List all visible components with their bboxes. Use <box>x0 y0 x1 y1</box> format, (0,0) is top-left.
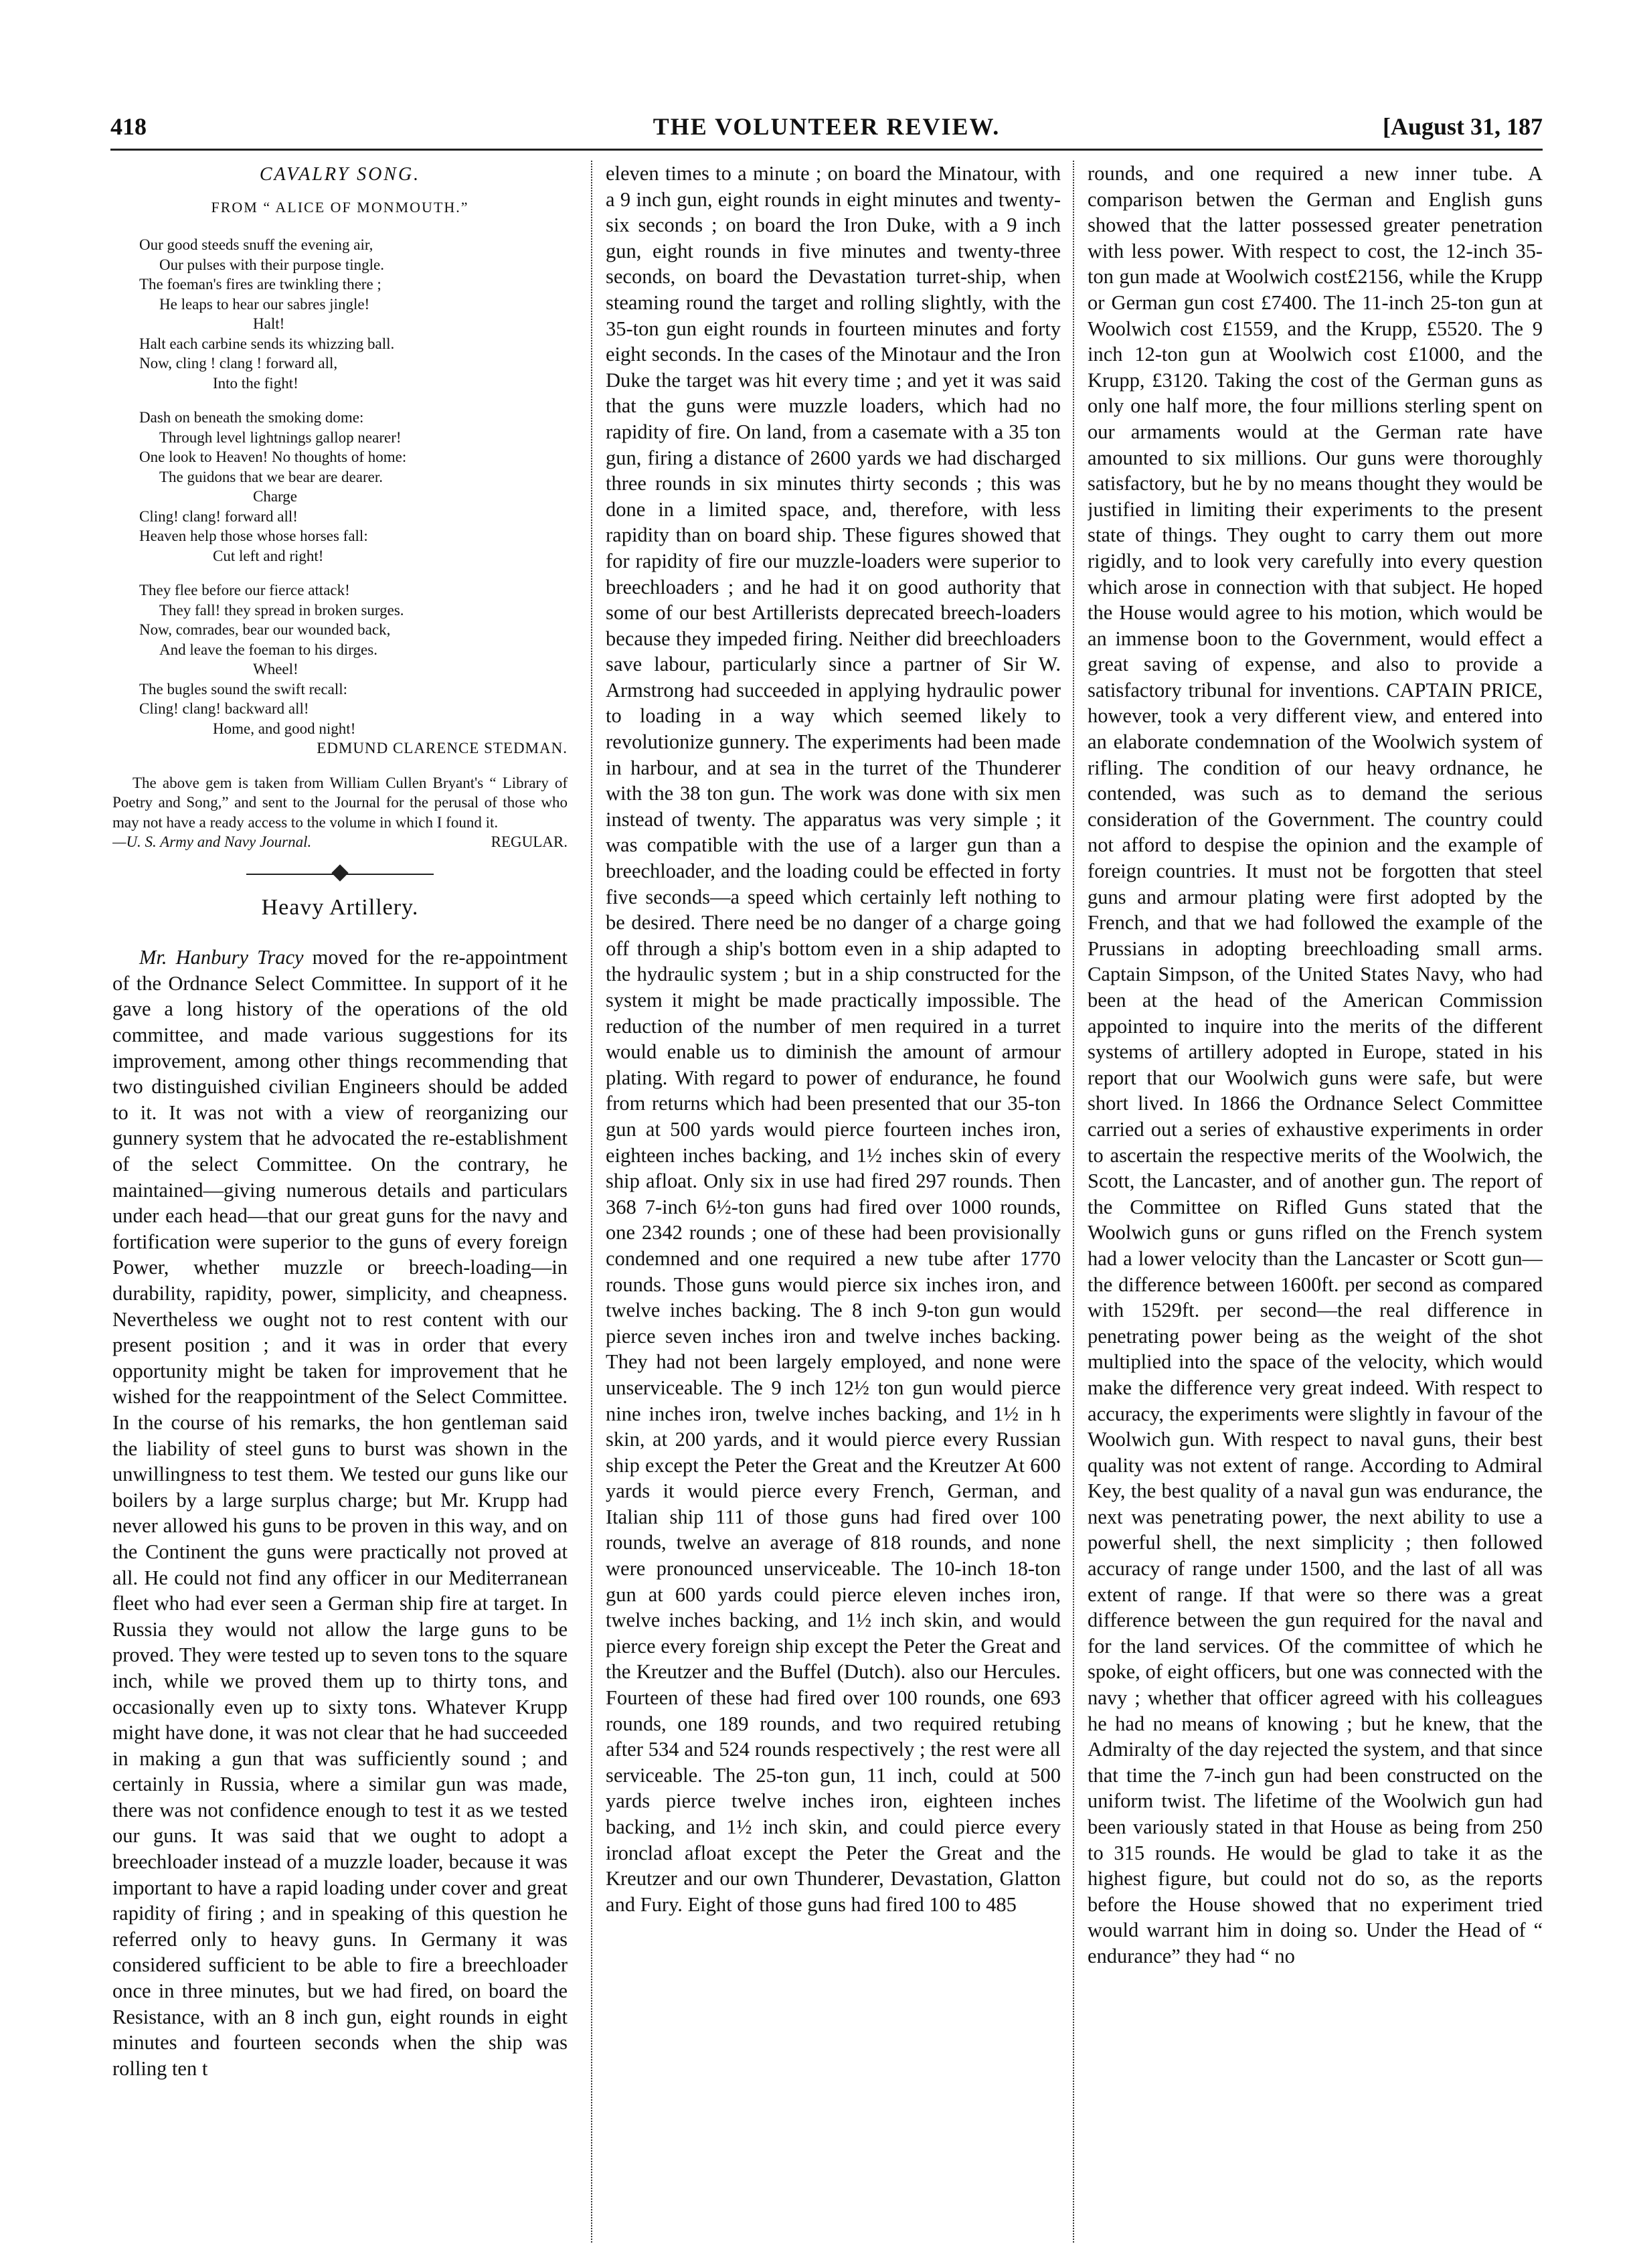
poem-line: Heaven help those whose horses fall: <box>139 528 368 545</box>
poem-source: FROM “ ALICE OF MONMOUTH.” <box>211 198 469 216</box>
editor-note-text: The above gem is taken from William Cullen Bryant's “ Library of Poetry and Song,” and sent to the Journal for the perusal of those who may not have a ready access to the volume in which I found it. <box>112 774 568 831</box>
header-rule <box>110 149 1543 151</box>
poem-line: He leaps to hear our sabres jingle! <box>159 295 370 313</box>
poem-title: CAVALRY SONG. <box>259 164 421 185</box>
column-divider-2 <box>1073 161 1074 2243</box>
note-source: —U. S. Army and Navy Journal. <box>112 833 312 851</box>
column-1 <box>112 161 568 2243</box>
section-divider <box>112 862 568 888</box>
publication-title: THE VOLUNTEER REVIEW. <box>653 113 1001 140</box>
column-2 <box>606 161 1061 2243</box>
poem-line: Charge <box>253 488 298 505</box>
poem-line: Cling! clang! backward all! <box>139 700 309 718</box>
poem-line: They fall! they spread in broken surges. <box>159 601 404 619</box>
article-heading: Heavy Artillery. <box>261 894 419 920</box>
poem-line: Wheel! <box>253 661 298 678</box>
column-divider-1 <box>591 161 592 2243</box>
issue-date: [August 31, 187 <box>1382 113 1543 140</box>
article-text-col2: eleven times to a minute ; on board the Minatour, with a 9 inch gun, eight rounds in eight minutes and twenty-six seconds ; on board the Iron Duke, with a 9 inch gun, eight rounds in five minutes and twenty-three seconds, on board the Devastation turret-ship, when steaming round the target and rolling slightly, with the 35-ton gun eight rounds in fourteen minutes and forty eight seconds. In the cases of the Minotaur and the Iron Duke the target was hit every time ; and yet it was said that the guns were muzzle loaders, which had no rapidity of fire. On land, from a casemate with a 35 ton gun, firing a distance of 2600 yards we had discharged three rounds in six minutes thirty seconds ; this was done in a limited space, and, therefore, with less rapidity than on board ship. These figures showed that for rapidity of fire our muzzle-loaders were superior to breechloaders ; and he had it on good authority that some of our best Artillerists deprecated breech-loaders because they impeded firing. Neither did breechloaders save labour, particularly since a partner of Sir W. Armstrong had succeeded in applying hydraulic power to loading in a way which seemed likely to revolutionize gunnery. The experiments had been made in harbour, and at sea in the turret of the Thunderer with the 38 ton gun. The work was done with six men instead of twenty. The apparatus was very simple ; it was compatible with the use of a larger gun than a breechloader, and the loading could be effected in forty five seconds—a speed which certainly left nothing to be desired. There need be no danger of a charge going off through a ship's bottom even in a ship adapted to the hydraulic system ; but in a ship constructed for the system it might be made practically impossible. The reduction of the number of men required in a turret would enable us to diminish the amount of armour plating. With regard to power of endurance, he found from returns which had been presented that our 35-ton gun at 500 yards would pierce fourteen inches iron, eighteen inches backing, and 1½ inches skin of every ship afloat. Only six in use had fired 297 rounds. Then 368 7-inch 6½-ton guns had fired over 1000 rounds, one 2342 rounds ; one of these had been provisionally condemned and one required a new tube after 1770 rounds. Those guns would pierce six inches iron, and twelve inches backing. The 8 inch 9-ton gun would pierce seven inches iron and twelve inches backing. They had not been largely employed, and none were unserviceable. The 9 inch 12½ ton gun would pierce nine inches iron, twelve inches backing, and 1½ in h skin, at 200 yards, and it would pierce every Russian ship except the Peter the Great and the Kreutzer At 600 yards it would pierce every French, German, and Italian ship 111 of those guns had fired over 100 rounds, twelve an average of 818 rounds, and none were pronounced unserviceable. The 10-inch 18-ton gun at 600 yards could pierce eleven inches iron, twelve inches backing, and 1½ inch skin, and would pierce every foreign ship except the Peter the Great and the Kreutzer and the Buffel (Dutch). also our Hercules. Fourteen of these had fired over 100 rounds, one 693 rounds, one 189 rounds, and two required retubing after 534 and 524 rounds respectively ; the rest were all serviceable. The 25-ton gun, 11 inch, could at 500 yards pierce twelve inches iron, eighteen inches backing, and 1½ inch skin, and could pierce every ironclad afloat except the Peter the Great and the Kreutzer and our own Thunderer, Devastation, Glatton and Fury. Eight of those guns had fired 100 to 485 <box>606 162 1061 1916</box>
poem-line: Through level lightnings gallop nearer! <box>159 428 402 446</box>
poem-line: One look to Heaven! No thoughts of home: <box>139 449 407 466</box>
poem-line: The guidons that we bear are dearer. <box>159 468 383 485</box>
poem-stanza-3 <box>112 580 568 758</box>
poem-line: Home, and good night! <box>213 720 356 737</box>
editor-note-signature: REGULAR. <box>491 833 568 851</box>
poem-body <box>112 235 568 758</box>
article-paragraph <box>112 945 568 2081</box>
poem-line: Cling! clang! forward all! <box>139 507 298 525</box>
poem-line: Our good steeds snuff the evening air, <box>139 236 373 254</box>
poem-line: The bugles sound the swift recall: <box>139 680 348 698</box>
poem-line: And leave the foeman to his dirges. <box>159 641 377 658</box>
article-text-col1: moved for the re-appointment of the Ordnance Select Committee. In support of it he gave a long history of the operations of the old committee, and made various suggestions for its improvement, among other things recommending that two distinguished civilian Engineers should be added to it. It was not with a view of reorganizing our gunnery system that he advocated the re-establishment of the select Committee. On the contrary, he maintained—giving numerous details and particulars under each head—that our great guns for the navy and fortification were superior to the guns of every foreign Power, whether muzzle or breech-loading—in durability, rapidity, power, simplicity, and cheapness. Nevertheless we ought not to rest content with our present position ; and it was in order that every opportunity might be taken for improvement that he wished for the reappointment of the Select Committee. In the course of his remarks, the hon gentleman said the liability of steel guns to burst was shown in the unwillingness to test them. We tested our guns like our boilers by a large surplus charge; but Mr. Krupp had never allowed his guns to be proven in this way, and on the Continent the guns were practically not proved at all. He could not find any officer in our Mediterranean fleet who had ever seen a German ship fire at target. In Russia they would not allow the large guns to be proved. They were tested up to seven tons to the square inch, while we proved them up to thirty tons, and occasionally even up to sixty tons. Whatever Krupp might have done, it was not clear that he had succeeded in making a gun that was sufficiently sound ; and certainly in Russia, where a similar gun was made, there was not confidence enough to test it as we tested our guns. It was said that we ought to adopt a breechloader instead of a muzzle loader, because it was important to have a rapid loading under cover and great rapidity of firing ; and in speaking of this question he referred only to heavy guns. In Germany it was considered sufficient to be able to fire a breechloader once in three minutes, but we had fired, on board the Resistance, with an 8 inch gun, eight rounds in eight minutes and fourteen seconds when the ship was rolling ten t <box>112 946 568 2080</box>
page-header <box>110 112 1543 146</box>
poem-line: Cut left and right! <box>213 547 324 564</box>
poem-author: EDMUND CLARENCE STEDMAN. <box>317 740 568 757</box>
poem-line: The foeman's fires are twinkling there ; <box>139 276 381 293</box>
poem-line: They flee before our fierce attack! <box>139 582 350 599</box>
poem-stanza-2 <box>112 408 568 566</box>
poem-stanza-1 <box>112 235 568 393</box>
poem-line: Into the fight! <box>213 374 298 392</box>
diamond-ornament-icon <box>331 864 348 881</box>
poem-line: Our pulses with their purpose tingle. <box>159 256 385 273</box>
page-number: 418 <box>110 113 147 140</box>
column-3 <box>1088 161 1543 2243</box>
poem-line: Now, cling ! clang ! forward all, <box>139 355 338 372</box>
poem-line: Dash on beneath the smoking dome: <box>139 409 364 426</box>
article-text-col3: rounds, and one required a new inner tube. A comparison betwen the German and English guns showed that the latter possessed greater penetration with less power. With respect to cost, the 12-inch 35-ton gun made at Woolwich cost£2156, while the Krupp or German gun cost £7400. The 11-inch 25-ton gun at Woolwich cost £1559, and the Krupp, £5520. The 9 inch 12-ton gun at Woolwich cost £1000, and the Krupp, £3120. Taking the cost of the German guns as only one half more, the four millions sterling spent on our armaments would at the German rate have amounted to six millions. Our guns were thoroughly satisfactory, but he by no means thought they would be justified in limiting their experiments to the present state of things. They ought to carry them out more rigidly, and to look very carefully into every question which arose in connection with that subject. He hoped the House would agree to his motion, which would be an immense boon to the Government, would effect a great saving of expense, and also to provide a satisfactory tribunal for inventions. CAPTAIN PRICE, however, took a very different view, and entered into an elaborate condemnation of the Woolwich system of rifling. The condition of our heavy ordnance, he contended, was such as to demand the serious consideration of the Government. The country could not afford to despise the opinion and the example of foreign countries. It must not be forgotten that steel guns and armour plating were first adopted by the French, and that we had followed the example of the Prussians in adopting breechloading small arms. Captain Simpson, of the United States Navy, who had been at the head of the American Commission appointed to inquire into the merits of the different systems of artillery adopted in Europe, stated in his report that our Woolwich guns were safe, but were short lived. In 1866 the Ordnance Select Committee carried out a series of exhaustive experiments in order to ascertain the respective merits of the Woolwich, the Scott, the Lancaster, and of another gun. The report of the Committee on Rifled Guns stated that the Woolwich guns or guns rifled on the French system had a lower velocity than the Lancaster or Scott gun—the difference between 1600ft. per second as compared with 1529ft. per second—the real difference in penetrating power being as the weight of the shot multiplied into the space of the velocity, which would make the difference very great indeed. With respect to accuracy, the experiments were slightly in favour of the Woolwich gun. With respect to naval guns, their best quality was not extent of range. According to Admiral Key, the best quality of a naval gun was endurance, the next was penetrating power, the next ability to use a powerful shell, the next simplicity ; then followed accuracy of range under 1500, and the last of all was extent of range. If that were so there was a great difference between the gun required for the naval and for the land services. Of the committee of which he spoke, of eight officers, but one was connected with the navy ; whether that officer agreed with his colleagues he had no means of knowing ; but he knew, that the Admiralty of the day rejected the system, and that since that time the 7-inch gun had been constructed on the uniform twist. The lifetime of the Woolwich gun had been variously stated in that House as being from 250 to 315 rounds. He would be glad to take it as the highest figure, but could not do so, as the reports before the House showed that no experiment tried would warrant him in doing so. Under the Head of “ endurance” they had “ no <box>1088 162 1543 1967</box>
poem-line: Halt! <box>253 315 285 333</box>
poem-line: Halt each carbine sends its whizzing ball. <box>139 335 395 352</box>
speaker-name: Mr. Hanbury Tracy <box>139 946 304 969</box>
poem-line: Now, comrades, bear our wounded back, <box>139 621 391 639</box>
